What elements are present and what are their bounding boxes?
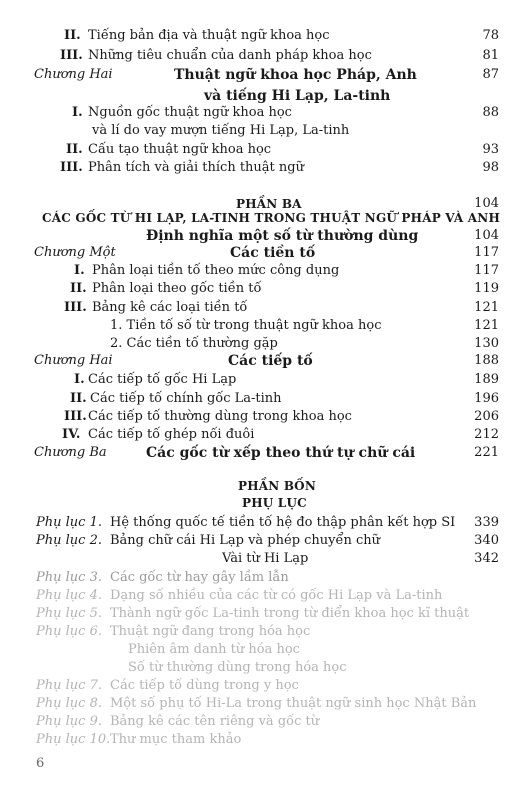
part-subtitle-text: PHỤ LỤC [242,496,307,510]
entry-number: I. [74,372,85,387]
toc-entry [0,389,527,409]
entry-title: Các tiếp tố gốc Hi Lạp [88,372,237,387]
appendix-entry [0,586,527,606]
entry-page: 78 [482,28,499,43]
entry-page: 188 [474,353,499,368]
entry-page: 81 [482,48,499,63]
toc-entry [0,261,527,281]
entry-page: 340 [474,533,499,548]
appendix-label: Phụ lục 3. [36,570,102,585]
entry-page: 104 [474,228,499,243]
appendix-label: Phụ lục 4. [36,588,102,603]
entry-number: II. [70,391,87,406]
entry-page: 117 [474,263,499,278]
entry-title: 1. Tiền tố số từ trong thuật ngữ khoa học [110,318,382,333]
toc-entry [0,370,527,390]
entry-page: 342 [474,551,499,566]
entry-page: 339 [474,515,499,530]
appendix-label: Phụ lục 8. [36,696,102,711]
chapter-label: Chương Hai [34,353,113,368]
entry-title: Phân loại theo gốc tiền tố [92,281,262,296]
entry-page: 221 [474,445,499,460]
entry-number: III. [64,300,87,315]
toc-entry [0,407,527,427]
appendix-entry [0,694,527,714]
appendix-entry [0,568,527,588]
appendix-label: Phụ lục 10. [36,732,111,747]
appendix-label: Phụ lục 5. [36,606,102,621]
entry-page: 121 [474,300,499,315]
entry-number: II. [66,142,83,157]
entry-title: Phân loại tiền tố theo mức công dụng [92,263,340,278]
appendix-subtitle: Phiên âm danh từ hóa học [128,642,300,657]
appendix-entry [0,622,527,642]
appendix-entry [0,658,527,678]
entry-page: 196 [474,391,499,406]
entry-title: Định nghĩa một số từ thường dùng [146,228,419,244]
appendix-entry [0,712,527,732]
toc-chapter [0,243,527,263]
entry-title: Nguồn gốc thuật ngữ khoa học [88,105,292,120]
page-number: 6 [36,756,45,771]
appendix-label: Phụ lục 7. [36,678,102,693]
appendix-title: Bảng chữ cái Hi Lạp và phép chuyển chữ [110,533,381,548]
part-subtitle [0,493,527,513]
entry-number: II. [64,28,81,43]
toc-entry [0,46,527,66]
chapter-label: Chương Một [34,245,116,260]
appendix-title: Bảng kê các tên riêng và gốc từ [110,714,320,729]
toc-chapter [0,65,527,85]
part-title: PHẦN BỐN [238,479,316,493]
entry-title: Các tiếp tố chính gốc La-tinh [90,391,282,406]
appendix-entry [0,730,527,750]
entry-title: Những tiêu chuẩn của danh pháp khoa học [88,48,372,63]
toc-chapter [0,351,527,371]
appendix-entry [0,604,527,624]
appendix-title: Dạng số nhiều của các từ có gốc Hi Lạp và La-tinh [110,588,443,603]
entry-number: III. [64,409,87,424]
entry-page: 130 [474,336,499,351]
entry-page: 87 [482,67,499,82]
appendix-entry [0,531,527,551]
entry-number: I. [74,263,85,278]
entry-title: Phân tích và giải thích thuật ngữ [88,160,304,175]
part-title: PHẦN BA [236,197,302,211]
toc-entry [0,158,527,178]
chapter-title: Thuật ngữ khoa học Pháp, Anh [174,67,417,83]
entry-page: 121 [474,318,499,333]
appendix-subtitle: Số từ thường dùng trong hóa học [128,660,347,675]
entry-title: Cấu tạo thuật ngữ khoa học [88,142,272,157]
toc-entry [0,425,527,445]
appendix-title: Thư mục tham khảo [110,732,242,747]
chapter-label: Chương Ba [34,445,107,460]
entry-title-line2: và lí do vay mượn tiếng Hi Lạp, La-tinh [92,123,350,138]
appendix-title: Một số phụ tố Hi-La trong thuật ngữ sinh học Nhật Bản [110,696,477,711]
toc-entry [0,279,527,299]
entry-page: 98 [482,160,499,175]
entry-number: I. [72,105,83,120]
part-subtitle-text: CÁC GỐC TỪ HI LẠP, LA-TINH TRONG THUẬT NGỮ PHÁP VÀ ANH [42,211,500,225]
entry-number: III. [60,160,83,175]
entry-title: Các tiếp tố thường dùng trong khoa học [88,409,352,424]
entry-page: 189 [474,372,499,387]
chapter-label: Chương Hai [34,67,113,82]
entry-page: 104 [474,196,499,211]
appendix-entry [0,676,527,696]
appendix-title: Thành ngữ gốc La-tinh trong từ điển khoa học kĩ thuật [110,606,470,621]
appendix-entry-cont [0,549,527,569]
chapter-title: Các gốc từ xếp theo thứ tự chữ cái [146,445,416,461]
entry-title: Các tiếp tố ghép nối đuôi [88,427,255,442]
appendix-title-line2: Vài từ Hi Lạp [222,551,309,566]
chapter-title: Các tiền tố [230,245,316,261]
appendix-title: Các tiếp tố dùng trong y học [110,678,299,693]
entry-page: 119 [474,281,499,296]
entry-page: 88 [482,105,499,120]
entry-title: 2. Các tiền tố thường gặp [110,336,278,351]
toc-entry [0,298,527,318]
toc-entry [0,140,527,160]
entry-page: 117 [474,245,499,260]
toc-entry [0,316,527,336]
appendix-label: Phụ lục 2. [36,533,102,548]
appendix-entry [0,640,527,660]
entry-page: 212 [474,427,499,442]
entry-number: III. [60,48,83,63]
appendix-title: Thuật ngữ đang trong hóa học [110,624,311,639]
entry-title: Bảng kê các loại tiền tố [92,300,248,315]
appendix-label: Phụ lục 9. [36,714,102,729]
entry-page: 93 [482,142,499,157]
chapter-title: Các tiếp tố [228,353,313,369]
chapter-title-line2: và tiếng Hi Lạp, La-tinh [204,88,391,104]
toc-entry-cont [0,121,527,141]
toc-entry [0,26,527,46]
entry-number: II. [70,281,87,296]
appendix-title: Các gốc từ hay gây lầm lẫn [110,570,289,585]
toc-entry [0,103,527,123]
appendix-title: Hệ thống quốc tế tiền tố hệ đo thập phân kết hợp SI [110,515,456,530]
toc-chapter [0,443,527,463]
appendix-label: Phụ lục 1. [36,515,102,530]
entry-number: IV. [62,427,81,442]
entry-page: 206 [474,409,499,424]
appendix-entry [0,513,527,533]
appendix-label: Phụ lục 6. [36,624,102,639]
part-subtitle [0,208,527,228]
entry-title: Tiếng bản địa và thuật ngữ khoa học [88,28,330,43]
